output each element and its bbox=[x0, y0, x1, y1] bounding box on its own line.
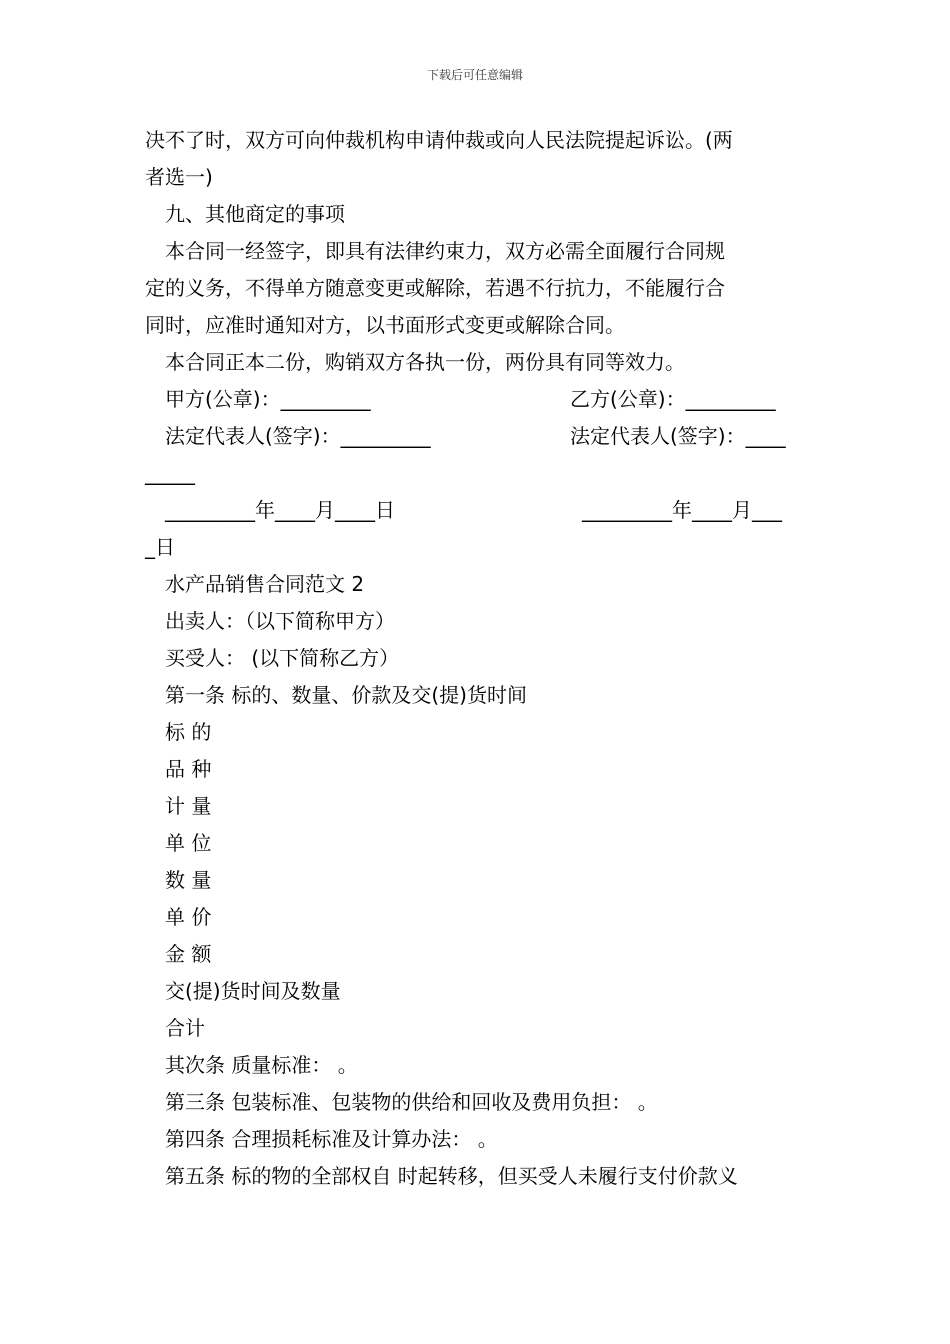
article-4: 第四条 合理损耗标准及计算办法： 。 bbox=[165, 1127, 498, 1151]
contract-title: 水产品销售合同范文 2 bbox=[165, 572, 365, 596]
table-field: 交(提)货时间及数量 bbox=[165, 979, 341, 1003]
paragraph-line: 定的义务，不得单方随意变更或解除，若遇不行抗力，不能履行合 bbox=[145, 276, 725, 300]
paragraph-line: 本合同正本二份，购销双方各执一份，两份具有同等效力。 bbox=[165, 350, 685, 374]
buyer-line: 买受人： (以下简称乙方） bbox=[165, 646, 400, 670]
representative-continuation: _____ bbox=[145, 461, 195, 485]
party-a-seal: 甲方(公章)：_________ bbox=[165, 387, 371, 411]
document-body bbox=[145, 122, 810, 1195]
table-field: 单 价 bbox=[165, 905, 212, 929]
paragraph-line: 同时，应准时通知对方，以书面形式变更或解除合同。 bbox=[145, 313, 625, 337]
date-row bbox=[145, 492, 810, 529]
table-field: 合计 bbox=[165, 1016, 205, 1040]
party-a-representative: 法定代表人(签字)：_________ bbox=[165, 424, 431, 448]
table-field: 金 额 bbox=[165, 942, 212, 966]
seller-line: 出卖人：（以下简称甲方） bbox=[165, 609, 395, 633]
article-3: 第三条 包装标准、包装物的供给和回收及费用负担： 。 bbox=[165, 1090, 658, 1114]
party-b-seal: 乙方(公章)：_________ bbox=[570, 387, 776, 411]
paragraph-line: 本合同一经签字，即具有法律约束力，双方必需全面履行合同规 bbox=[165, 239, 725, 263]
seal-row bbox=[145, 381, 810, 418]
table-field: 计 量 bbox=[165, 794, 212, 818]
paragraph-line: 者选一) bbox=[145, 165, 213, 189]
article-2: 其次条 质量标准： 。 bbox=[165, 1053, 358, 1077]
article-1: 第一条 标的、数量、价款及交(提)货时间 bbox=[165, 683, 527, 707]
article-5: 第五条 标的物的全部权自 时起转移，但买受人未履行支付价款义 bbox=[165, 1164, 738, 1188]
section-heading: 九、其他商定的事项 bbox=[165, 202, 345, 226]
party-b-date: _________年____月___ bbox=[582, 498, 782, 522]
paragraph-line: 决不了时，双方可向仲裁机构申请仲裁或向人民法院提起诉讼。(两 bbox=[145, 128, 733, 152]
table-field: 标 的 bbox=[165, 720, 212, 744]
table-field: 数 量 bbox=[165, 868, 212, 892]
party-b-representative: 法定代表人(签字)：____ bbox=[570, 424, 786, 448]
page-header: 下载后可任意编辑 bbox=[426, 68, 523, 82]
party-a-date: _________年____月____日 bbox=[165, 498, 395, 522]
table-field: 单 位 bbox=[165, 831, 212, 855]
table-field: 品 种 bbox=[165, 757, 212, 781]
date-continuation: _日 bbox=[145, 535, 175, 559]
representative-row bbox=[145, 418, 810, 455]
